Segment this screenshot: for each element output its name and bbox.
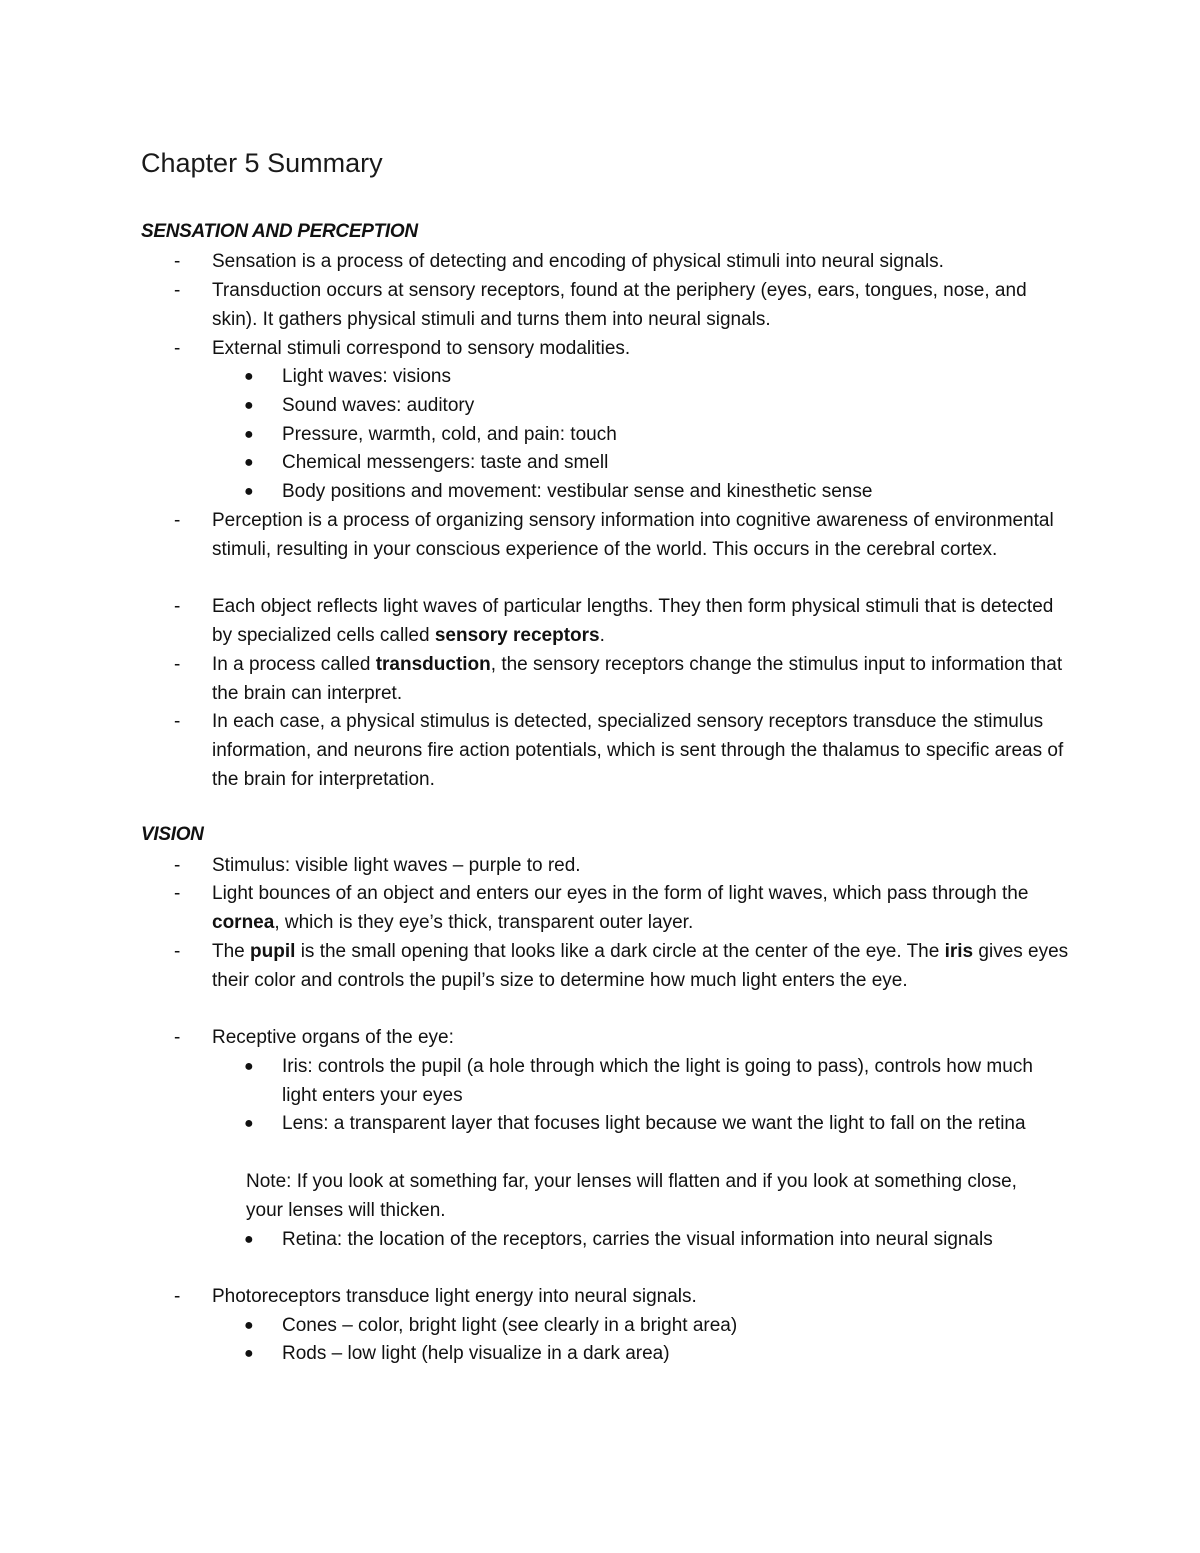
bullet-icon: ● <box>244 454 254 471</box>
term-iris: iris <box>944 941 974 962</box>
sub-bullet-text: Chemical messengers: taste and smell <box>282 452 609 473</box>
list-item-text: Photoreceptors transduce light energy into neural signals. <box>212 1286 697 1307</box>
dash-marker: - <box>174 1286 181 1307</box>
bullet-icon: ● <box>244 483 254 500</box>
bullet-icon: ● <box>244 1231 254 1248</box>
dash-marker: - <box>174 280 181 301</box>
sub-bullet-text: Body positions and movement: vestibular sense and kinesthetic sense <box>282 481 873 502</box>
sub-bullet-text: Lens: a transparent layer that focuses light because we want the light to fall on the retina <box>282 1113 1026 1134</box>
list-item <box>141 1024 1071 1053</box>
sub-bullet-item <box>141 392 1071 421</box>
dash-marker: - <box>174 338 181 359</box>
note-text: Note: If you look at something far, your lenses will flatten and if you look at something close, your lenses will thicken. <box>246 1171 1017 1221</box>
bullet-icon: ● <box>244 426 254 443</box>
dash-marker: - <box>174 654 181 675</box>
list-item <box>141 1283 1071 1312</box>
sub-bullet-text: Pressure, warmth, cold, and pain: touch <box>282 424 617 445</box>
sub-bullet-item <box>141 478 1071 507</box>
bullet-icon: ● <box>244 368 254 385</box>
list-item-text: External stimuli correspond to sensory modalities. <box>212 338 631 359</box>
sub-bullet-item <box>141 449 1071 478</box>
dash-marker: - <box>174 1027 181 1048</box>
term-sensory-receptors: sensory receptors <box>434 624 600 646</box>
list-item-text: Light bounces of an object and enters our eyes in the form of light waves, which pass through the cornea, which is they eye’s thick, transparent outer layer. <box>212 883 1029 933</box>
list-item-text: Each object reflects light waves of particular lengths. They then form physical stimuli that is detected by specialized cells called sensory receptors. <box>212 596 1054 646</box>
sub-bullet-text: Cones – color, bright light (see clearly in a bright area) <box>282 1315 738 1336</box>
section-heading-vision: VISION <box>141 824 204 845</box>
list-item-text: Transduction occurs at sensory receptors, found at the periphery (eyes, ears, tongues, nose, and skin). It gathers physical stimuli and turns them into neural signals. <box>212 280 1027 330</box>
term-cornea: cornea <box>212 911 275 933</box>
sub-bullet-text: Retina: the location of the receptors, carries the visual information into neural signals <box>282 1229 993 1250</box>
list-item <box>141 248 1071 277</box>
list-item-text: Sensation is a process of detecting and encoding of physical stimuli into neural signals. <box>212 251 944 272</box>
sub-bullet-text: Sound waves: auditory <box>282 395 475 416</box>
dash-marker: - <box>174 251 181 272</box>
list-item <box>141 277 1071 335</box>
bullet-icon: ● <box>244 1115 254 1132</box>
sub-bullet-item <box>141 363 1071 392</box>
list-item-text: Stimulus: visible light waves – purple to red. <box>212 855 581 876</box>
dash-marker: - <box>174 596 181 617</box>
list-item <box>141 507 1071 565</box>
list-item <box>141 593 1071 651</box>
bullet-icon: ● <box>244 1345 254 1362</box>
bullet-icon: ● <box>244 1317 254 1334</box>
list-item <box>141 708 1071 794</box>
list-item <box>141 880 1071 938</box>
dash-marker: - <box>174 883 181 904</box>
list-item-text: In each case, a physical stimulus is detected, specialized sensory receptors transduce the stimulus information, and neurons fire action potentials, which is sent through the thalamus to specific areas of the brain for interpretation. <box>212 711 1064 790</box>
list-item-text: In a process called transduction, the sensory receptors change the stimulus input to information that the brain can interpret. <box>212 654 1063 704</box>
list-item <box>141 852 1071 881</box>
sub-bullet-item <box>141 1110 1071 1139</box>
sub-bullet-item <box>141 1226 1071 1255</box>
term-pupil: pupil <box>250 941 296 962</box>
sub-bullet-item <box>141 1312 1071 1341</box>
list-item-text: Receptive organs of the eye: <box>212 1027 454 1048</box>
list-item-text: The pupil is the small opening that looks like a dark circle at the center of the eye. The iris gives eyes their color and controls the pupil’s size to determine how much light enters the eye. <box>212 941 1069 991</box>
sub-bullet-item <box>141 1340 1071 1369</box>
sub-bullet-item <box>141 421 1071 450</box>
list-item-text: Perception is a process of organizing sensory information into cognitive awareness of environmental stimuli, resulting in your conscious experience of the world. This occurs in the cerebral cortex. <box>212 510 1054 560</box>
bullet-icon: ● <box>244 1058 254 1075</box>
dash-marker: - <box>174 941 181 962</box>
page-title: Chapter 5 Summary <box>141 148 383 178</box>
sub-bullet-text: Rods – low light (help visualize in a dark area) <box>282 1343 670 1364</box>
section-heading-sensation: SENSATION AND PERCEPTION <box>141 221 418 242</box>
bullet-icon: ● <box>244 397 254 414</box>
dash-marker: - <box>174 711 181 732</box>
sub-bullet-text: Light waves: visions <box>282 366 451 387</box>
term-transduction: transduction <box>375 654 491 675</box>
dash-marker: - <box>174 855 181 876</box>
list-item <box>141 335 1071 364</box>
dash-marker: - <box>174 510 181 531</box>
sub-bullet-item <box>141 1053 1071 1111</box>
list-item <box>141 651 1071 709</box>
sub-bullet-text: Iris: controls the pupil (a hole through which the light is going to pass), controls how much light enters your eyes <box>282 1056 1033 1106</box>
list-item <box>141 938 1071 996</box>
